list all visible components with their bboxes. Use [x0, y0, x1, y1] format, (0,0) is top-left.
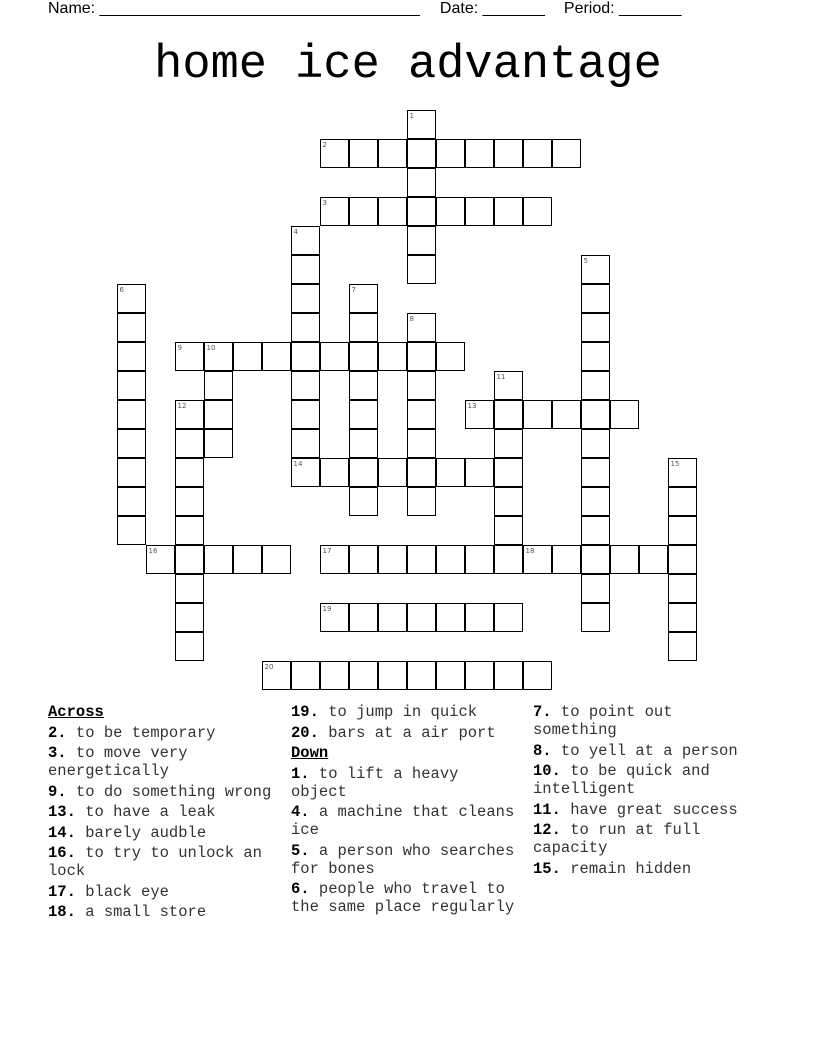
crossword-cell[interactable] [378, 197, 407, 226]
clue-number: 3. [48, 744, 67, 762]
period-field-label: Period: _______ [563, 0, 682, 17]
clue-text: barely audble [85, 823, 207, 842]
crossword-cell[interactable] [146, 545, 175, 574]
crossword-cell[interactable] [668, 458, 697, 487]
crossword-cell[interactable] [465, 603, 494, 632]
crossword-cell[interactable] [117, 400, 146, 429]
cell-number: 9 [177, 344, 182, 352]
crossword-cell[interactable] [204, 371, 233, 400]
cell-number: 20 [264, 663, 274, 671]
crossword-cell[interactable] [494, 400, 523, 429]
clue-number: 15. [533, 859, 561, 878]
crossword-cell[interactable] [436, 661, 465, 690]
across-heading: Across [48, 703, 104, 721]
crossword-cell[interactable] [407, 603, 436, 632]
crossword-cell[interactable] [407, 110, 436, 139]
clue-number: 7. [533, 703, 552, 721]
crossword-cell[interactable] [378, 603, 407, 632]
crossword-cell[interactable] [494, 661, 523, 690]
cell-number: 8 [409, 315, 414, 323]
crossword-cell[interactable] [378, 661, 407, 690]
crossword-cell[interactable] [349, 487, 378, 516]
crossword-cell[interactable] [465, 139, 494, 168]
clue-text: a person who searches for bones [291, 841, 515, 878]
crossword-cell[interactable] [291, 342, 320, 371]
crossword-cell[interactable] [668, 487, 697, 516]
crossword-cell[interactable] [349, 197, 378, 226]
crossword-cell[interactable] [407, 197, 436, 226]
clues-column-2 [291, 703, 521, 919]
crossword-cell[interactable] [349, 429, 378, 458]
crossword-cell[interactable] [552, 400, 581, 429]
crossword-cell[interactable] [465, 458, 494, 487]
crossword-cell[interactable] [233, 545, 262, 574]
cell-number: 16 [148, 547, 158, 555]
crossword-cell[interactable] [291, 255, 320, 284]
crossword-cell[interactable] [465, 545, 494, 574]
clue-text: to point out something [533, 703, 673, 739]
crossword-cell[interactable] [523, 661, 552, 690]
crossword-cell[interactable] [378, 545, 407, 574]
crossword-cell[interactable] [349, 458, 378, 487]
puzzle-title: home ice advantage [154, 39, 662, 92]
clue-item [533, 860, 763, 878]
clue-text: to do something wrong [75, 782, 272, 801]
clue-text: to move very energetically [48, 744, 188, 780]
clue-item [291, 765, 521, 801]
crossword-cell[interactable] [523, 197, 552, 226]
clue-item [533, 742, 763, 760]
cell-number: 1 [409, 112, 414, 120]
crossword-cell[interactable] [320, 661, 349, 690]
crossword-cell[interactable] [349, 400, 378, 429]
crossword-cell[interactable] [291, 400, 320, 429]
clue-item [48, 844, 288, 880]
clue-text: to yell at a person [560, 741, 738, 760]
cell-number: 4 [293, 228, 298, 236]
crossword-cell[interactable] [552, 545, 581, 574]
clue-number: 10. [533, 762, 561, 780]
crossword-cell[interactable] [581, 487, 610, 516]
crossword-cell[interactable] [378, 342, 407, 371]
cell-number: 6 [119, 286, 124, 294]
clue-item [48, 824, 288, 842]
clue-item [48, 783, 288, 801]
clue-item [291, 880, 521, 916]
clue-text: a small store [85, 903, 207, 921]
crossword-cell[interactable] [175, 574, 204, 603]
crossword-cell[interactable] [175, 458, 204, 487]
cell-number: 13 [467, 402, 477, 410]
crossword-cell[interactable] [349, 342, 378, 371]
crossword-cell[interactable] [117, 487, 146, 516]
crossword-cell[interactable] [581, 516, 610, 545]
clue-number: 11. [533, 800, 561, 819]
crossword-cell[interactable] [320, 458, 349, 487]
cell-number: 14 [293, 460, 303, 468]
crossword-cell[interactable] [291, 458, 320, 487]
crossword-cell[interactable] [494, 487, 523, 516]
crossword-cell[interactable] [175, 632, 204, 661]
clue-item [533, 801, 763, 819]
clue-number: 1. [291, 764, 310, 783]
crossword-cell[interactable] [494, 545, 523, 574]
clue-text: to lift a heavy object [291, 764, 459, 801]
clue-item [48, 903, 288, 921]
clues-column-1 [48, 703, 288, 924]
crossword-cell[interactable] [175, 400, 204, 429]
clues-column-3 [533, 703, 763, 880]
crossword-cell[interactable] [349, 371, 378, 400]
clue-number: 13. [48, 803, 76, 821]
crossword-cell[interactable] [465, 400, 494, 429]
clue-text: to try to unlock an lock [48, 844, 262, 880]
crossword-cell[interactable] [349, 603, 378, 632]
clue-text: bars at a air port [328, 723, 496, 742]
crossword-cell[interactable] [581, 342, 610, 371]
cell-number: 19 [322, 605, 332, 613]
clue-text: to have a leak [85, 803, 216, 821]
crossword-cell[interactable] [291, 371, 320, 400]
clue-number: 2. [48, 723, 67, 742]
crossword-cell[interactable] [175, 545, 204, 574]
crossword-cell[interactable] [204, 545, 233, 574]
crossword-cell[interactable] [436, 139, 465, 168]
crossword-cell[interactable] [204, 429, 233, 458]
crossword-cell[interactable] [436, 545, 465, 574]
crossword-cell[interactable] [494, 603, 523, 632]
crossword-cell[interactable] [407, 400, 436, 429]
crossword-cell[interactable] [581, 313, 610, 342]
name-field-label: Name: ____________________________________ [48, 0, 420, 17]
crossword-cell[interactable] [407, 226, 436, 255]
clue-text: a machine that cleans ice [291, 803, 515, 839]
crossword-cell[interactable] [465, 661, 494, 690]
date-field-label: Date: _______ [439, 0, 545, 17]
crossword-cell[interactable] [291, 429, 320, 458]
crossword-cell[interactable] [175, 429, 204, 458]
clue-text: to run at full capacity [533, 821, 701, 857]
crossword-cell[interactable] [320, 603, 349, 632]
crossword-cell[interactable] [320, 545, 349, 574]
crossword-cell[interactable] [581, 545, 610, 574]
crossword-cell[interactable] [523, 139, 552, 168]
clue-item [291, 803, 521, 839]
crossword-cell[interactable] [581, 284, 610, 313]
crossword-cell[interactable] [407, 313, 436, 342]
crossword-cell[interactable] [262, 545, 291, 574]
crossword-cell[interactable] [117, 458, 146, 487]
crossword-cell[interactable] [262, 342, 291, 371]
cell-number: 15 [670, 460, 680, 468]
crossword-cell[interactable] [494, 197, 523, 226]
crossword-cell[interactable] [407, 342, 436, 371]
crossword-cell[interactable] [581, 458, 610, 487]
crossword-cell[interactable] [407, 458, 436, 487]
crossword-cell[interactable] [494, 458, 523, 487]
crossword-cell[interactable] [349, 545, 378, 574]
crossword-cell[interactable] [523, 400, 552, 429]
cell-number: 12 [177, 402, 187, 410]
crossword-cell[interactable] [494, 371, 523, 400]
crossword-cell[interactable] [320, 139, 349, 168]
clue-item [48, 803, 288, 821]
crossword-cell[interactable] [291, 313, 320, 342]
clue-text: to jump in quick [328, 703, 478, 721]
crossword-cell[interactable] [465, 197, 494, 226]
crossword-cell[interactable] [407, 371, 436, 400]
crossword-cell[interactable] [639, 545, 668, 574]
crossword-cell[interactable] [494, 429, 523, 458]
clue-item [291, 724, 521, 742]
clue-text: people who travel to the same place regularly [291, 880, 515, 916]
clue-number: 14. [48, 823, 76, 842]
clue-number: 16. [48, 844, 76, 862]
clue-item [48, 724, 288, 742]
down-heading: Down [291, 744, 329, 762]
clue-number: 20. [291, 723, 319, 742]
crossword-cell[interactable] [349, 139, 378, 168]
crossword-cell[interactable] [175, 603, 204, 632]
clue-number: 9. [48, 782, 67, 801]
crossword-cell[interactable] [523, 545, 552, 574]
crossword-cell[interactable] [668, 574, 697, 603]
crossword-cell[interactable] [407, 255, 436, 284]
crossword-cell[interactable] [262, 661, 291, 690]
crossword-cell[interactable] [175, 342, 204, 371]
clue-number: 5. [291, 841, 310, 860]
crossword-cell[interactable] [407, 661, 436, 690]
crossword-cell[interactable] [436, 197, 465, 226]
crossword-cell[interactable] [320, 342, 349, 371]
crossword-cell[interactable] [494, 516, 523, 545]
crossword-cell[interactable] [117, 371, 146, 400]
cell-number: 18 [525, 547, 535, 555]
clue-item [533, 762, 763, 798]
cell-number: 17 [322, 547, 332, 555]
cell-number: 10 [206, 344, 216, 352]
crossword-cell[interactable] [175, 516, 204, 545]
crossword-cell[interactable] [291, 661, 320, 690]
crossword-cell[interactable] [581, 371, 610, 400]
crossword-cell[interactable] [117, 516, 146, 545]
crossword-cell[interactable] [320, 197, 349, 226]
crossword-cell[interactable] [378, 139, 407, 168]
crossword-cell[interactable] [581, 603, 610, 632]
clue-text: to be quick and intelligent [533, 762, 710, 798]
cell-number: 11 [496, 373, 506, 381]
crossword-cell[interactable] [436, 342, 465, 371]
crossword-cell[interactable] [117, 429, 146, 458]
crossword-cell[interactable] [668, 603, 697, 632]
crossword-cell[interactable] [117, 313, 146, 342]
clue-text: have great success [570, 800, 738, 819]
crossword-cell[interactable] [668, 516, 697, 545]
worksheet-header [48, 0, 768, 20]
clue-item [533, 703, 763, 739]
cell-number: 2 [322, 141, 327, 149]
clue-text: to be temporary [75, 723, 216, 742]
clue-number: 17. [48, 882, 76, 901]
crossword-cell[interactable] [349, 284, 378, 313]
crossword-cell[interactable] [581, 574, 610, 603]
crossword-cell[interactable] [668, 632, 697, 661]
clue-number: 18. [48, 903, 76, 921]
crossword-cell[interactable] [407, 545, 436, 574]
crossword-cell[interactable] [581, 429, 610, 458]
crossword-cell[interactable] [349, 313, 378, 342]
clue-number: 8. [533, 741, 552, 760]
cell-number: 7 [351, 286, 356, 294]
crossword-cell[interactable] [552, 139, 581, 168]
crossword-cell[interactable] [407, 429, 436, 458]
crossword-cell[interactable] [494, 139, 523, 168]
clue-number: 6. [291, 880, 310, 898]
crossword-cell[interactable] [407, 487, 436, 516]
crossword-cell[interactable] [291, 284, 320, 313]
clue-item [48, 883, 288, 901]
crossword-cell[interactable] [175, 487, 204, 516]
clue-item [291, 842, 521, 878]
clue-number: 4. [291, 803, 310, 821]
cell-number: 3 [322, 199, 327, 207]
cell-number: 5 [583, 257, 588, 265]
crossword-cell[interactable] [436, 603, 465, 632]
clue-number: 12. [533, 821, 561, 839]
crossword-cell[interactable] [581, 255, 610, 284]
crossword-cell[interactable] [610, 400, 639, 429]
crossword-cell[interactable] [291, 226, 320, 255]
clue-text: remain hidden [570, 859, 692, 878]
crossword-cell[interactable] [581, 400, 610, 429]
crossword-cell[interactable] [117, 342, 146, 371]
clue-item [291, 703, 521, 721]
crossword-cell[interactable] [204, 400, 233, 429]
crossword-cell[interactable] [610, 545, 639, 574]
clue-item [48, 744, 288, 780]
clue-item [533, 821, 763, 857]
crossword-cell[interactable] [349, 661, 378, 690]
crossword-cell[interactable] [117, 284, 146, 313]
crossword-cell[interactable] [668, 545, 697, 574]
crossword-cell[interactable] [233, 342, 262, 371]
clue-text: black eye [85, 882, 169, 901]
crossword-cell[interactable] [407, 139, 436, 168]
crossword-cell[interactable] [407, 168, 436, 197]
crossword-cell[interactable] [436, 458, 465, 487]
crossword-cell[interactable] [378, 458, 407, 487]
clue-number: 19. [291, 703, 319, 721]
crossword-cell[interactable] [204, 342, 233, 371]
